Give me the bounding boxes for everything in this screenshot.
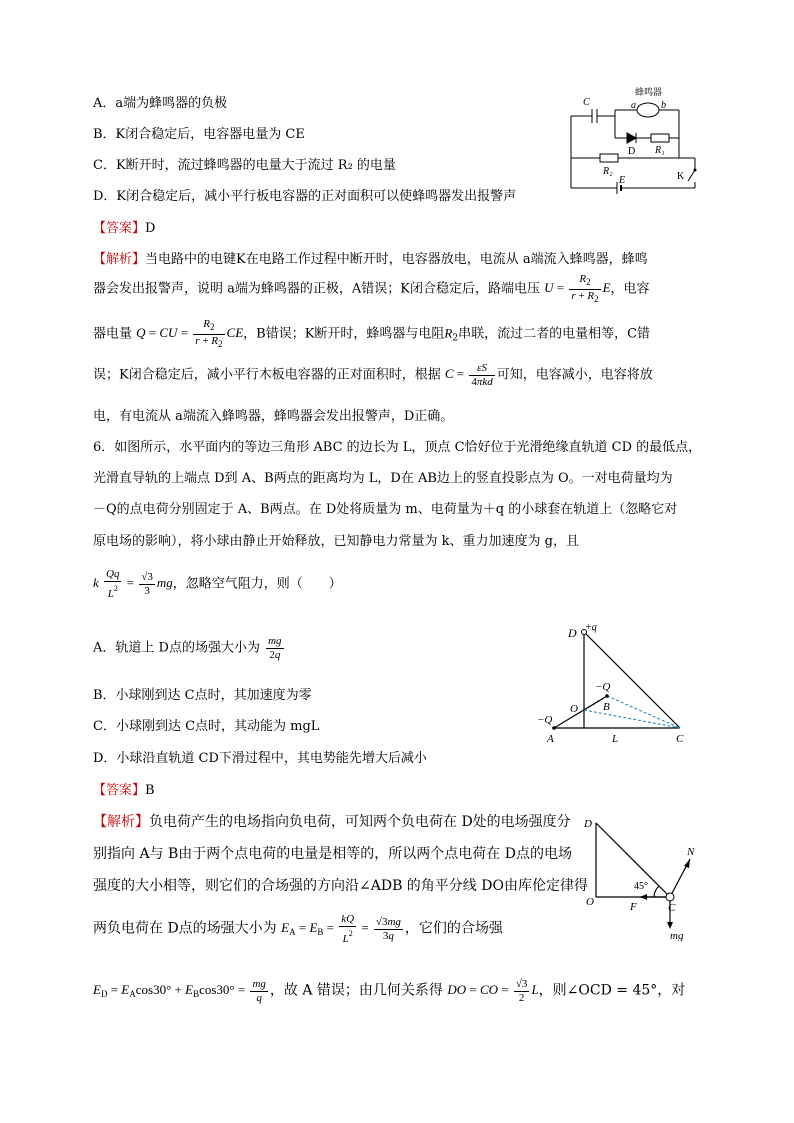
- fig2-label-n: N: [687, 846, 695, 858]
- analysis-tag: 【解析】: [93, 252, 146, 267]
- fig1-label-l: L: [612, 733, 619, 745]
- q6-option-d: D．小球沿直轨道 CD下滑过程中，其电势能先增大后减小: [93, 751, 427, 766]
- q5-option-a: A．a端为蜂鸣器的负极: [93, 96, 228, 111]
- formula-condition: k $\frac{Qq}{L^2}$ = $\frac{√3}{3}$ mg: [93, 568, 173, 600]
- fig1-label-plus-q: +q: [585, 622, 597, 633]
- formula-u: U = $\frac{R_2}{r + R_2}$ E: [544, 273, 611, 304]
- fig1-label-a: A: [547, 733, 554, 745]
- formula-do-co: DO = CO = $\frac{√3}{2}$ L: [447, 978, 539, 1004]
- q6-stem-line-2: 光滑直导轨的上端点 D到 A、B两点的距离均为 L，D在 AB边上的竖直投影点为 O。一对电荷量均为: [93, 471, 673, 486]
- answer-tag: 【答案】: [93, 221, 146, 236]
- q6-analysis-line-4: 两负电荷在 D点的场强大小为 $E_A = E_B$ = $\frac{kQ}{L^2}$ = $\frac{√3mg}{3q}$ ，它们的合场强: [93, 913, 503, 945]
- circuit-label-k: K: [677, 171, 685, 182]
- q6-stem-line-3: －Q的点电荷分别固定于 A、B两点。在 D处将质量为 m、电荷量为＋q 的小球套在轨道上（忽略它对: [93, 502, 678, 517]
- q6-analysis-line-2: 别指向 A与 B由于两个点电荷的电量是相等的，所以两个点电荷在 D点的电场: [93, 846, 572, 862]
- q6-stem-line-5: k $\frac{Qq}{L^2}$ = $\frac{√3}{3}$ mg，忽略空气阻力，则（ ）: [93, 568, 342, 600]
- fig2-label-f: F: [630, 901, 637, 913]
- q6-stem-line-1: 6．如图所示，水平面内的等边三角形 ABC 的边长为 L，顶点 C恰好位于光滑绝缘直轨道 CD 的最低点，: [93, 440, 702, 455]
- q6-answer: [93, 779, 155, 798]
- q6-stem-line-4: 原电场的影响），将小球由静止开始释放，已知静电力常量为 k、重力加速度为 g，且: [93, 534, 579, 549]
- q5-option-b: B．K闭合稳定后，电容器电量为 CE: [93, 127, 305, 142]
- circuit-label-e: E: [619, 175, 626, 186]
- formula-q: Q = CU = $\frac{R_2}{r + R_2}$ CE: [136, 318, 244, 349]
- formula-c: C = $\frac{\varepsilon S}{\text{4πkd}}$: [444, 362, 493, 388]
- fig1-label-b: B: [603, 701, 610, 713]
- circuit-label-a: a: [631, 100, 636, 111]
- fig2-label-d: D: [584, 818, 592, 830]
- fig2-label-mg: mg: [670, 930, 684, 941]
- q6-analysis-line-3: 强度的大小相等，则它们的合场强的方向沿∠ADB 的角平分线 DO由库伦定律得: [93, 878, 588, 894]
- triangle-diagram: [532, 618, 702, 748]
- answer-value: D: [145, 221, 156, 236]
- circuit-label-c: C: [583, 97, 590, 108]
- circuit-diagram: [545, 84, 705, 200]
- q5-answer: [93, 217, 155, 236]
- formula-ed: $E_D = E_A\cos 30^\circ + E_B\cos 30^\circ$ = $\frac{mg}{q}$: [93, 978, 266, 1004]
- fig2-label-angle: 45°: [634, 881, 648, 892]
- circuit-label-r2: R₂: [603, 166, 613, 177]
- q5-analysis-line-5: 电，有电流从 a端流入蜂鸣器，蜂鸣器会发出报警声，D正确。: [93, 409, 454, 424]
- fig2-label-c: C: [668, 902, 676, 914]
- q5-option-c: C．K断开时，流过蜂鸣器的电量大于流过 R₂ 的电量: [93, 158, 396, 173]
- q5-analysis-line-3: 器电量 Q = CU = $\frac{R_2}{r + R_2}$ CE，B错误；K断开时，蜂鸣器与电阻$R_2$串联，流过二者的电量相等，C错: [93, 318, 651, 349]
- q6-option-c: C．小球刚到达 C点时，其动能为 mgL: [93, 719, 320, 734]
- fig2-label-o: O: [586, 896, 594, 908]
- formula-ea-eb: $E_A = E_B$ = $\frac{kQ}{L^2}$ = $\frac{√3mg}{3q}$: [281, 913, 401, 945]
- buzzer-label: 蜂鸣器: [635, 88, 663, 98]
- q5-analysis-line-2: 器会发出报警声，说明 a端为蜂鸣器的正极，A错误；K闭合稳定后，路端电压 U = $\frac{R_2}{r + R_2}$ E，电容: [93, 273, 650, 304]
- q6-option-a: A．轨道上 D点的场强大小为 $\frac{mg}{2q}$: [93, 635, 282, 661]
- q5-analysis-line-4: 误；K闭合稳定后，减小平行木板电容器的正对面积时，根据 C = $\frac{\varepsilon S}{\text{4πkd}}$ 可知，电容减小，电容将放: [93, 362, 653, 388]
- circuit-label-b: b: [661, 100, 666, 111]
- fig1-label-c: C: [676, 733, 684, 745]
- q5-analysis-line-1: 【解析】当电路中的电键K在电路工作过程中断开时，电容器放电，电流从 a端流入蜂鸣器，蜂鸣: [93, 252, 648, 267]
- q5-option-d: D．K闭合稳定后，减小平行板电容器的正对面积可以使蜂鸣器发出报警声: [93, 189, 517, 204]
- q6-option-b: B．小球刚到达 C点时，其加速度为零: [93, 688, 312, 703]
- q6-analysis-line-5: $E_D = E_A\cos 30^\circ + E_B\cos 30^\circ$ = $\frac{mg}{q}$ ，故 A 错误；由几何关系得 DO = CO = $\frac{√3}{2}$ L，则∠OCD = 45°，对: [93, 978, 686, 1004]
- answer-tag: 【答案】: [93, 783, 146, 798]
- analysis-tag: 【解析】: [93, 814, 149, 830]
- fig1-label-minus-q-a: −Q: [537, 714, 553, 726]
- circuit-label-r1: R₁: [655, 145, 665, 156]
- force-diagram: [578, 813, 708, 941]
- answer-value: B: [145, 783, 155, 798]
- fig1-label-o: O: [570, 703, 578, 715]
- fig1-label-d: D: [568, 626, 577, 640]
- fig1-label-minus-q-b: −Q: [595, 681, 611, 693]
- q6-analysis-line-1: 【解析】负电荷产生的电场指向负电荷，可知两个负电荷在 D处的电场强度分: [93, 814, 571, 830]
- circuit-label-d: D: [628, 146, 636, 157]
